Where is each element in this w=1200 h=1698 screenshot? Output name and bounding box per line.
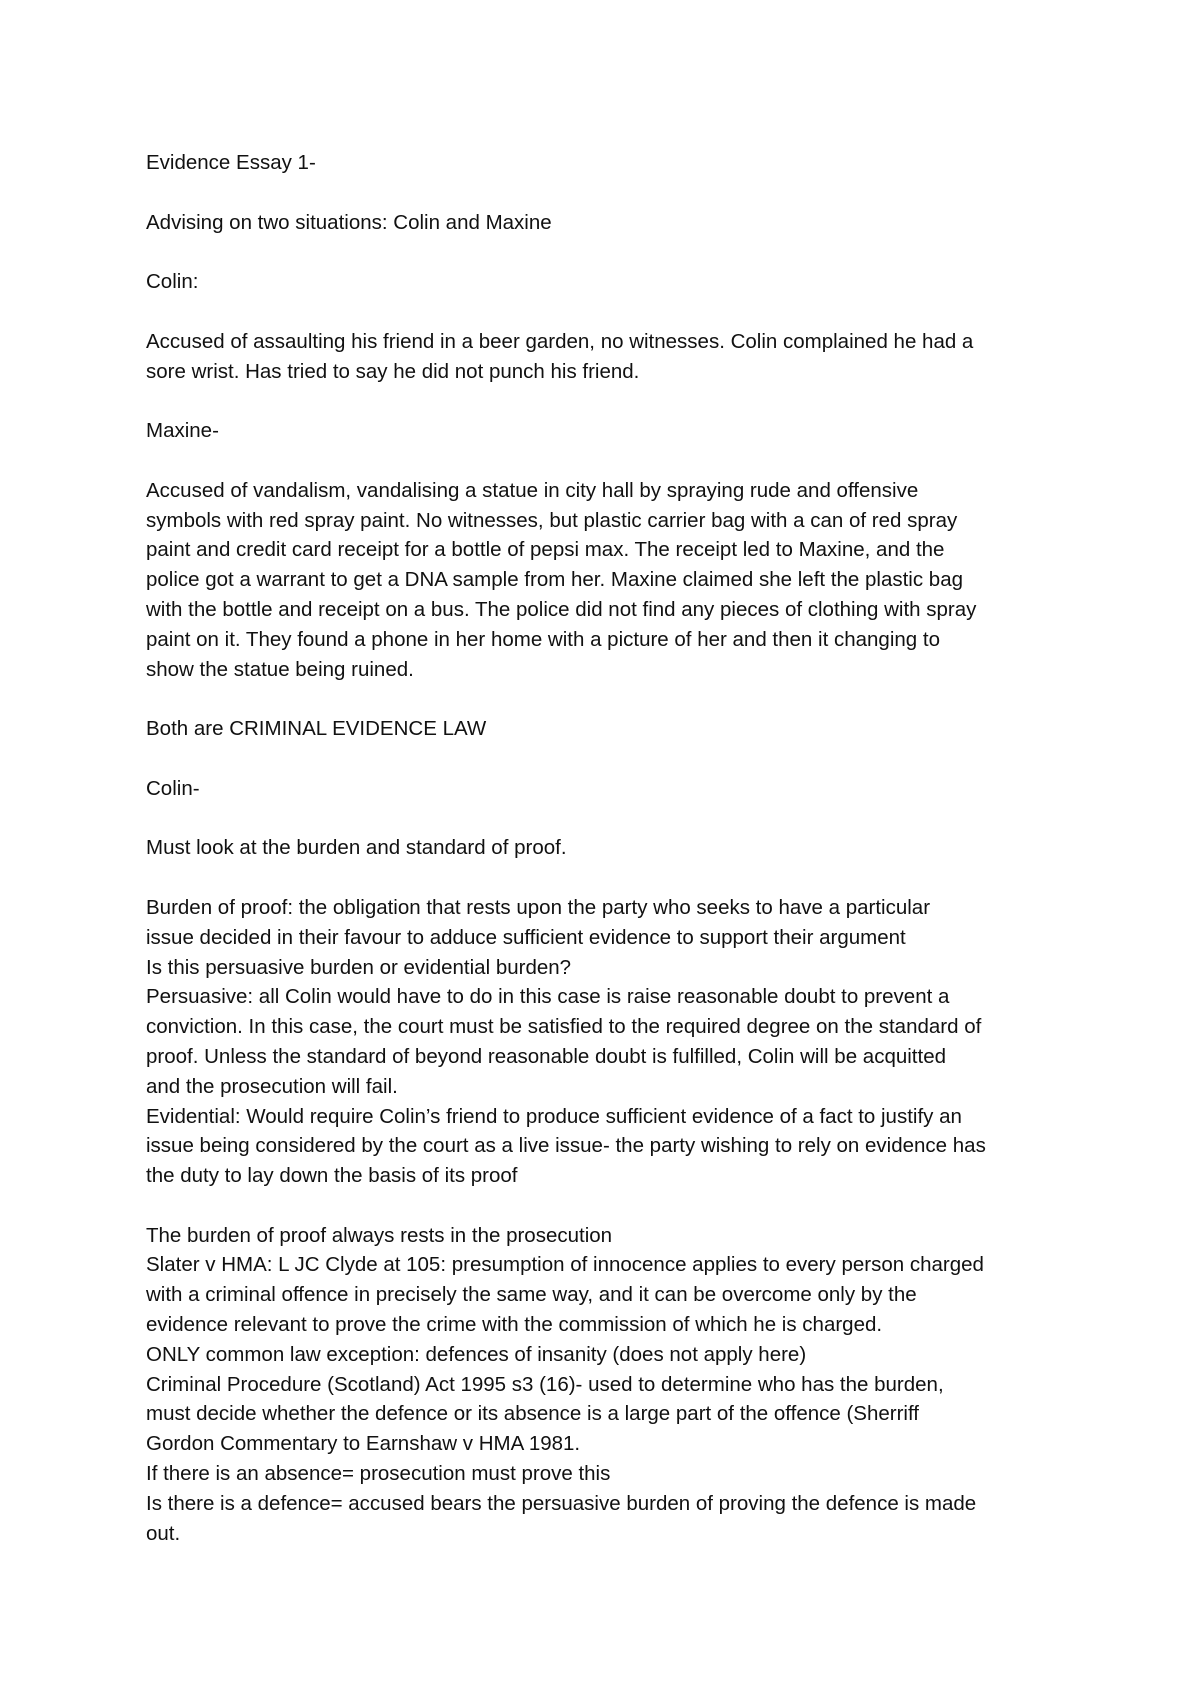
text-line: Accused of vandalism, vandalising a statue in city hall by spraying rude and offensive: [146, 478, 919, 502]
text-line: Is there is a defence= accused bears the persuasive burden of proving the defence is made: [146, 1491, 977, 1515]
text-line: Colin-: [146, 776, 200, 800]
text-line: Maxine-: [146, 419, 219, 443]
paragraph: [146, 1221, 1086, 1549]
text-line: Advising on two situations: Colin and Maxine: [146, 210, 552, 234]
text-line: The burden of proof always rests in the prosecution: [146, 1223, 613, 1247]
text-line: Both are CRIMINAL EVIDENCE LAW: [146, 717, 487, 741]
text-line: and the prosecution will fail.: [146, 1074, 398, 1098]
text-line: conviction. In this case, the court must be satisfied to the required degree on the standard of: [146, 1015, 982, 1039]
text-line: sore wrist. Has tried to say he did not punch his friend.: [146, 359, 640, 383]
paragraph: [146, 148, 1086, 178]
paragraph: [146, 416, 1086, 446]
text-line: Accused of assaulting his friend in a beer garden, no witnesses. Colin complained he had a: [146, 329, 974, 353]
paragraph: [146, 833, 1086, 863]
text-line: show the statue being ruined.: [146, 657, 414, 681]
text-line: ONLY common law exception: defences of insanity (does not apply here): [146, 1342, 807, 1366]
text-line: Slater v HMA: L JC Clyde at 105: presumption of innocence applies to every person charged: [146, 1253, 984, 1277]
text-line: issue decided in their favour to adduce sufficient evidence to support their argument: [146, 925, 906, 949]
paragraph: [146, 774, 1086, 804]
text-line: paint on it. They found a phone in her home with a picture of her and then it changing to: [146, 627, 940, 651]
text-line: paint and credit card receipt for a bottle of pepsi max. The receipt led to Maxine, and the: [146, 538, 945, 562]
text-line: issue being considered by the court as a live issue- the party wishing to rely on evidence has: [146, 1134, 986, 1158]
text-line: Colin:: [146, 270, 199, 294]
text-line: police got a warrant to get a DNA sample from her. Maxine claimed she left the plastic bag: [146, 568, 963, 592]
text-line: Burden of proof: the obligation that rests upon the party who seeks to have a particular: [146, 895, 931, 919]
paragraph: [146, 208, 1086, 238]
paragraph: [146, 476, 1086, 685]
paragraph: [146, 327, 1086, 387]
paragraph: [146, 267, 1086, 297]
text-line: symbols with red spray paint. No witnesses, but plastic carrier bag with a can of red spray: [146, 508, 958, 532]
document-body: [146, 148, 1086, 1548]
text-line: out.: [146, 1521, 181, 1545]
text-line: Evidence Essay 1-: [146, 151, 316, 174]
text-line: Gordon Commentary to Earnshaw v HMA 1981.: [146, 1432, 581, 1456]
text-line: the duty to lay down the basis of its proof: [146, 1164, 518, 1188]
text-line: with the bottle and receipt on a bus. The police did not find any pieces of clothing with spray: [146, 597, 977, 621]
paragraph: [146, 893, 1086, 1191]
text-line: must decide whether the defence or its absence is a large part of the offence (Sherriff: [146, 1402, 919, 1426]
text-line: Evidential: Would require Colin’s friend to produce sufficient evidence of a fact to justify an: [146, 1104, 962, 1128]
paragraph: [146, 714, 1086, 744]
text-line: proof. Unless the standard of beyond reasonable doubt is fulfilled, Colin will be acquitted: [146, 1044, 946, 1068]
text-line: with a criminal offence in precisely the same way, and it can be overcome only by the: [146, 1283, 917, 1307]
text-line: Must look at the burden and standard of proof.: [146, 836, 567, 860]
text-line: Is this persuasive burden or evidential burden?: [146, 955, 572, 979]
text-line: Criminal Procedure (Scotland) Act 1995 s3 (16)- used to determine who has the burden,: [146, 1372, 944, 1396]
text-line: evidence relevant to prove the crime with the commission of which he is charged.: [146, 1313, 883, 1337]
text-line: Persuasive: all Colin would have to do in this case is raise reasonable doubt to prevent a: [146, 985, 950, 1009]
text-line: If there is an absence= prosecution must prove this: [146, 1462, 611, 1486]
